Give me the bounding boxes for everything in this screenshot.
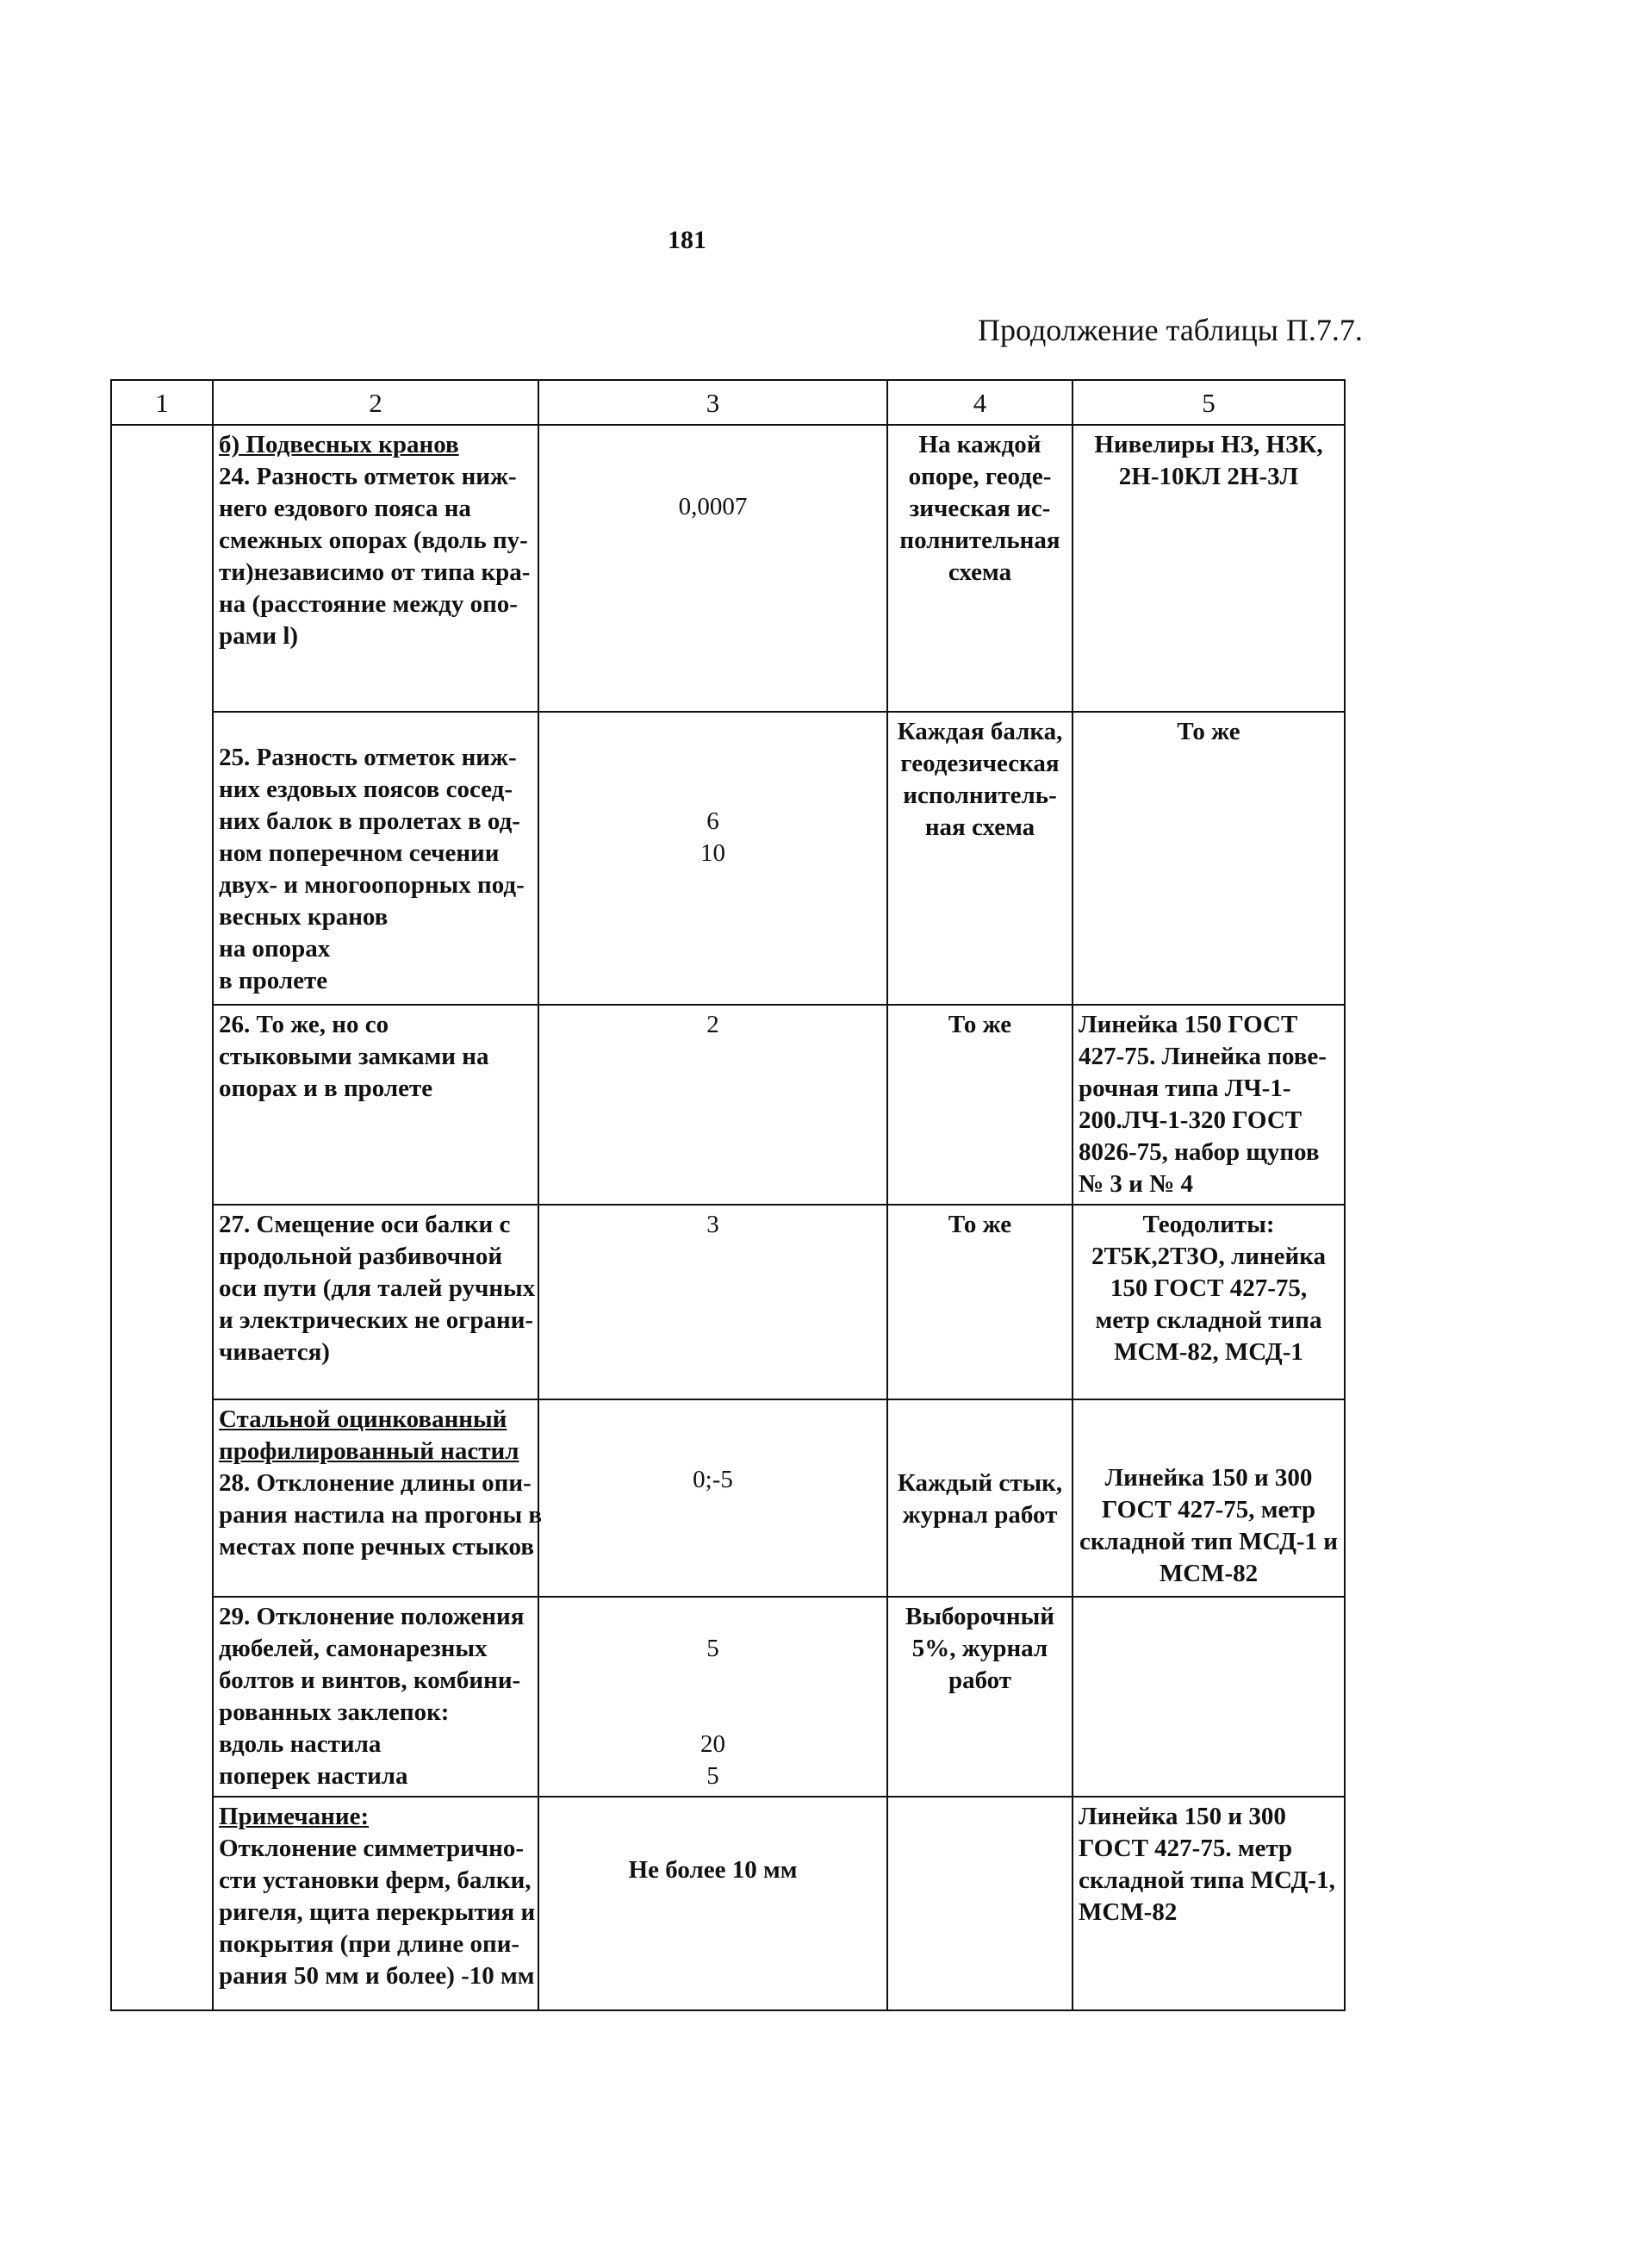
text-line: зическая ис- [909, 495, 1051, 522]
row-number-cell [111, 712, 213, 1005]
text-line: болтов и винтов, комбини- [219, 1667, 521, 1694]
text-line: них ездовых поясов сосед- [219, 776, 513, 803]
tolerance-value: 0;-5 [693, 1466, 733, 1493]
instrument-cell [1073, 1205, 1345, 1399]
text-line: дюбелей, самонарезных [219, 1635, 488, 1662]
table-row [111, 425, 1345, 712]
text-line: На каждой [918, 431, 1041, 458]
tolerance-value: 5 [706, 1635, 719, 1662]
text-line: на опорах [219, 935, 331, 963]
description-cell [213, 712, 538, 1005]
text-line: 5%, журнал [911, 1635, 1048, 1662]
text-line: них балок в пролетах в од- [219, 807, 520, 835]
text-line: рами l) [219, 622, 299, 650]
text-line: рания настила на прогоны в [219, 1501, 543, 1529]
text-line: опоре, геоде- [908, 463, 1052, 490]
header-cell: 2 [213, 380, 538, 425]
tolerance-value: 3 [706, 1211, 719, 1238]
text-line: поперек настила [219, 1762, 408, 1790]
header-cell: 4 [887, 380, 1073, 425]
description-cell [213, 1205, 538, 1399]
instrument-cell [1073, 1597, 1345, 1797]
text-line: Линейка 150 и 300 [1079, 1803, 1286, 1830]
text-line: него ездового пояса на [219, 495, 471, 522]
header-cell: 5 [1073, 380, 1345, 425]
text-line: вдоль настила [219, 1730, 382, 1758]
text-line: 24. Разность отметок ниж- [219, 463, 517, 490]
text-line: МСМ-82 [1079, 1898, 1178, 1926]
text-line: весных кранов [219, 903, 389, 931]
instrument-cell [1073, 1797, 1345, 2010]
description-cell [213, 1005, 538, 1205]
text-line: ная схема [924, 813, 1035, 841]
text-line: Нивелиры НЗ, НЗК, [1094, 431, 1323, 458]
text-line: опорах и в пролете [219, 1075, 433, 1102]
page-number: 181 [668, 226, 706, 254]
table-row [111, 712, 1345, 1005]
text-line: рания 50 мм и более) -10 мм [219, 1962, 535, 1990]
text-line: То же [1177, 718, 1240, 745]
text-line: ГОСТ 427-75, метр [1101, 1496, 1316, 1523]
tolerance-value: 20 [700, 1730, 725, 1758]
text-line: То же [948, 1011, 1012, 1038]
text-line: 427-75. Линейка пове- [1079, 1043, 1327, 1070]
control-cell [887, 425, 1073, 712]
text-line: 2Т5К,2Т3О, линейка [1091, 1243, 1327, 1270]
text-line: 150 ГОСТ 427-75, [1110, 1274, 1308, 1302]
text-line: покрытия (при длине опи- [219, 1930, 520, 1958]
tolerance-cell [538, 1597, 887, 1797]
text-line: МСМ-82 [1159, 1560, 1259, 1587]
tolerance-cell [538, 712, 887, 1005]
description-cell [213, 1597, 538, 1797]
section-heading: профилированный настил [219, 1437, 519, 1465]
note-heading: Примечание: [219, 1803, 370, 1830]
instrument-cell [1073, 425, 1345, 712]
table-row [111, 1205, 1345, 1399]
control-cell [887, 1399, 1073, 1597]
text-line: ригеля, щита перекрытия и [219, 1898, 536, 1926]
text-line: журнал работ [902, 1501, 1058, 1529]
text-line: Каждый стык, [897, 1469, 1063, 1497]
control-cell [887, 712, 1073, 1005]
text-line: Выборочный [905, 1603, 1054, 1630]
text-line: ном поперечном сечении [219, 839, 500, 867]
text-line: Теодолиты: [1142, 1211, 1275, 1238]
text-line: 8026-75, набор щупов [1079, 1138, 1320, 1166]
text-line: метр складной типа [1095, 1306, 1322, 1334]
text-line: сти установки ферм, балки, [219, 1866, 532, 1894]
tolerance-value: 10 [700, 839, 725, 867]
text-line: двух- и многоопорных под- [219, 871, 525, 899]
tolerance-value: 2 [706, 1011, 719, 1038]
text-line: смежных опорах (вдоль пу- [219, 526, 528, 554]
instrument-cell [1073, 1005, 1345, 1205]
text-line: исполнитель- [903, 782, 1057, 809]
text-line: на (расстояние между опо- [219, 590, 518, 618]
control-cell [887, 1597, 1073, 1797]
text-line: геодезическая [900, 750, 1060, 777]
text-line: местах попе речных стыков [219, 1533, 534, 1561]
text-line: 2Н-10КЛ 2Н-3Л [1118, 463, 1299, 490]
text-line: рованных заклепок: [219, 1698, 450, 1726]
tolerance-value: 0,0007 [678, 493, 748, 520]
instrument-cell [1073, 712, 1345, 1005]
text-line: 200.ЛЧ-1-320 ГОСТ [1079, 1106, 1303, 1134]
row-number-cell [111, 1005, 213, 1205]
table-continuation-title: Продолжение таблицы П.7.7. [978, 313, 1363, 347]
text-line: схема [948, 558, 1012, 586]
text-line: рочная типа ЛЧ-1- [1079, 1075, 1291, 1102]
tolerance-cell [538, 1205, 887, 1399]
row-number-cell [111, 1597, 213, 1797]
tolerance-cell [538, 425, 887, 712]
row-number-cell [111, 1205, 213, 1399]
control-cell [887, 1005, 1073, 1205]
header-cell: 1 [111, 380, 213, 425]
tolerance-cell [538, 1399, 887, 1597]
text-line: 28. Отклонение длины опи- [219, 1469, 532, 1497]
text-line: Каждая балка, [897, 718, 1063, 745]
text-line: № 3 и № 4 [1079, 1170, 1193, 1198]
row-number-cell [111, 1797, 213, 2010]
row-number-cell [111, 1399, 213, 1597]
table-row [111, 1005, 1345, 1205]
text-line: складной типа МСД-1, [1079, 1866, 1335, 1894]
text-line: 29. Отклонение положения [219, 1603, 525, 1630]
section-heading: Стальной оцинкованный [219, 1405, 507, 1433]
text-line: Линейка 150 и 300 [1104, 1464, 1313, 1492]
text-line: ти)независимо от типа кра- [219, 558, 531, 586]
text-line: и электрических не ограни- [219, 1306, 534, 1334]
table-row [111, 1797, 1345, 2010]
text-line: Отклонение симметрично- [219, 1835, 525, 1862]
control-cell [887, 1205, 1073, 1399]
text-line: То же [948, 1211, 1012, 1238]
note-cell [213, 1797, 538, 2010]
control-cell [887, 1797, 1073, 2010]
tolerance-value: 5 [706, 1762, 719, 1790]
header-row [111, 380, 1345, 425]
tolerance-cell [538, 1005, 887, 1205]
text-line: продольной разбивочной [219, 1243, 503, 1270]
section-heading: б) Подвесных кранов [219, 431, 459, 458]
text-line: работ [948, 1667, 1012, 1694]
text-line: чивается) [219, 1338, 330, 1366]
text-line: 27. Смещение оси балки с [219, 1211, 511, 1238]
text-line: МСМ-82, МСД-1 [1114, 1338, 1303, 1366]
instrument-cell [1073, 1399, 1345, 1597]
description-cell [213, 425, 538, 712]
text-line: оси пути (для талей ручных [219, 1274, 536, 1302]
description-cell [213, 1399, 543, 1597]
row-number-cell [111, 425, 213, 712]
table-row [111, 1597, 1345, 1797]
tolerance-cell [538, 1797, 887, 2010]
text-line: стыковыми замками на [219, 1043, 489, 1070]
text-line: 25. Разность отметок ниж- [219, 744, 517, 771]
text-line: в пролете [219, 967, 328, 994]
text-line: 26. То же, но со [219, 1011, 389, 1038]
table-row [111, 1399, 1345, 1597]
tolerance-table [110, 379, 1346, 2011]
tolerance-value: Не более 10 мм [628, 1856, 798, 1884]
text-line: ГОСТ 427-75. метр [1079, 1835, 1293, 1862]
header-cell: 3 [538, 380, 887, 425]
text-line: полнительная [899, 526, 1060, 554]
tolerance-value: 6 [706, 807, 719, 835]
text-line: Линейка 150 ГОСТ [1079, 1011, 1298, 1038]
text-line: складной тип МСД-1 и [1079, 1528, 1339, 1555]
